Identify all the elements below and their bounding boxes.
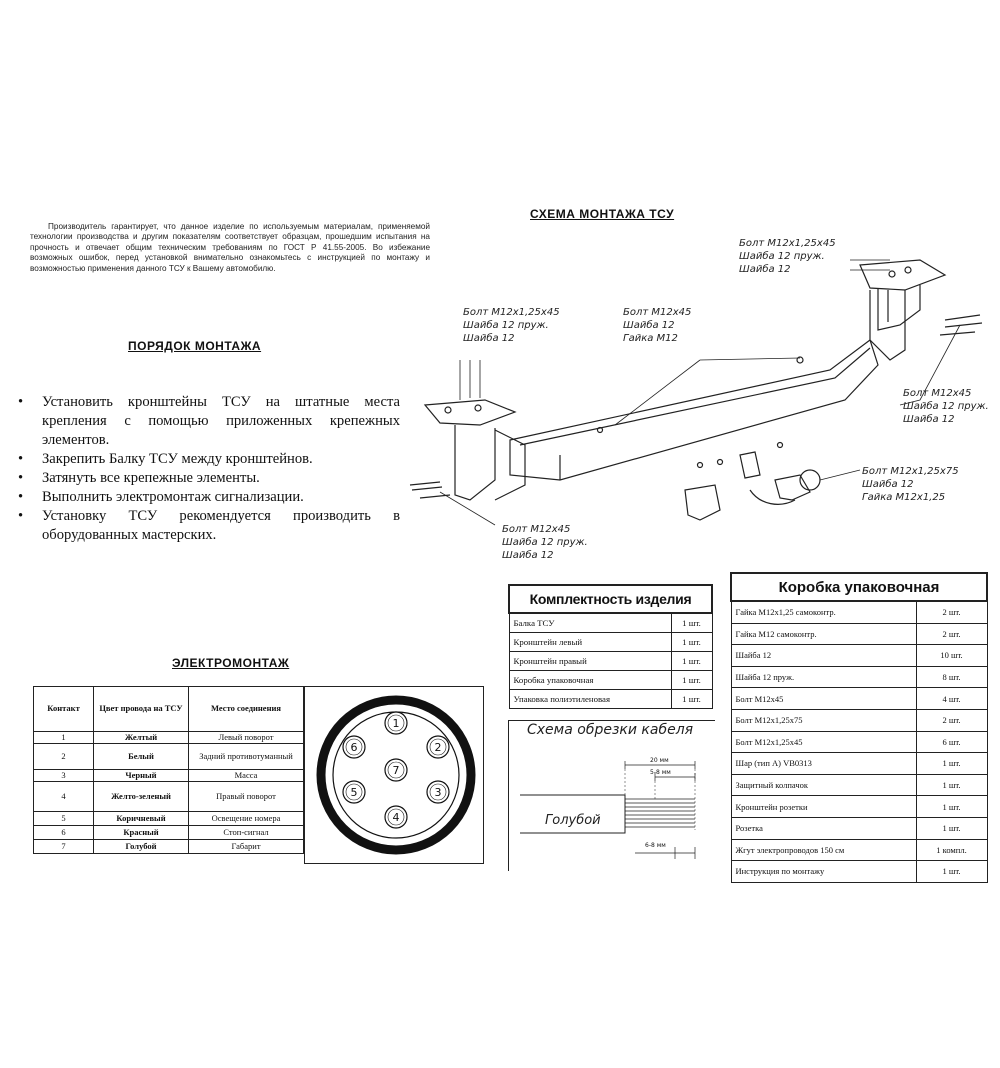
pin-6	[343, 736, 365, 758]
kit-title: Комплектность изделия	[509, 585, 712, 613]
pin-7	[385, 759, 407, 781]
warranty-text	[30, 222, 430, 274]
cell-contact: 6	[34, 826, 94, 840]
cable-drawing	[515, 755, 710, 865]
cell-color: Красный	[94, 826, 189, 840]
callout-line: Болт М12х45	[623, 307, 692, 318]
pin-2	[427, 736, 449, 758]
callout-right-mid	[903, 387, 989, 426]
cell-color: Голубой	[94, 840, 189, 854]
cell-color: Желто-зеленый	[94, 782, 189, 812]
callout-line: Шайба 12 пруж.	[463, 320, 549, 331]
cell-qty: 1 шт.	[916, 753, 987, 775]
diagram-title: СХЕМА МОНТАЖА ТСУ	[530, 207, 675, 221]
cell-place: Освещение номера	[189, 812, 304, 826]
table-row	[34, 840, 304, 854]
callout-center-upper	[623, 306, 691, 345]
cell-name: Болт М12х45	[731, 688, 916, 710]
callout-line: Шайба 12	[502, 550, 554, 561]
table-row	[509, 690, 712, 709]
table-row	[509, 652, 712, 671]
cell-contact: 4	[34, 782, 94, 812]
callout-line: Шайба 12 пруж.	[903, 401, 989, 412]
table-row	[34, 770, 304, 782]
cell-qty: 2 шт.	[916, 709, 987, 731]
cell-name: Жгут электропроводов 150 см	[731, 839, 916, 861]
pin-label: 3	[434, 786, 442, 799]
table-row	[731, 645, 987, 667]
table-row	[731, 861, 987, 883]
cell-name: Гайка М12х1,25 самоконтр.	[731, 601, 916, 623]
pin-label: 1	[392, 717, 400, 730]
kit-table	[508, 584, 713, 709]
table-row	[34, 732, 304, 744]
table-row	[731, 774, 987, 796]
table-row	[731, 796, 987, 818]
cell-qty: 1 компл.	[916, 839, 987, 861]
column-header: Контакт	[34, 687, 94, 732]
cell-contact: 5	[34, 812, 94, 826]
pin-1	[385, 712, 407, 734]
pin-label: 4	[392, 811, 400, 824]
table-row	[731, 817, 987, 839]
cell-name: Шайба 12 пруж.	[731, 666, 916, 688]
cell-name: Кронштейн правый	[509, 652, 671, 671]
assembly-title: ПОРЯДОК МОНТАЖА	[128, 339, 262, 353]
cell-place: Левый поворот	[189, 732, 304, 744]
electro-title: ЭЛЕКТРОМОНТАЖ	[172, 656, 290, 670]
cell-place: Габарит	[189, 840, 304, 854]
pin-3	[427, 781, 449, 803]
cell-qty: 1 шт.	[671, 633, 712, 652]
dim-top-label: 20 мм	[650, 757, 669, 764]
cell-name: Инструкция по монтажу	[731, 861, 916, 883]
cell-place: Масса	[189, 770, 304, 782]
table-row	[34, 826, 304, 840]
callout-line: Шайба 12	[623, 320, 675, 331]
table-row	[509, 613, 712, 633]
cell-qty: 1 шт.	[916, 774, 987, 796]
cell-contact: 7	[34, 840, 94, 854]
cell-name: Балка ТСУ	[509, 613, 671, 633]
callout-line: Гайка М12	[623, 333, 678, 344]
cell-qty: 6 шт.	[916, 731, 987, 753]
cell-qty: 1 шт.	[671, 690, 712, 709]
callout-right-low	[862, 465, 959, 504]
assembly-step: • Выполнить электромонтаж сигнализации.	[18, 488, 400, 507]
cell-name: Защитный колпачок	[731, 774, 916, 796]
cell-name: Кронштейн левый	[509, 633, 671, 652]
table-row	[731, 753, 987, 775]
table-row	[731, 688, 987, 710]
table-row	[34, 812, 304, 826]
cell-color: Коричневый	[94, 812, 189, 826]
column-header: Цвет провода на ТСУ	[94, 687, 189, 732]
callout-line: Шайба 12	[862, 479, 914, 490]
cable-scheme-title: Схема обрезки кабеля	[527, 722, 694, 738]
cell-qty: 1 шт.	[916, 817, 987, 839]
cell-name: Шар (тип А) VB0313	[731, 753, 916, 775]
assembly-step: • Закрепить Балку ТСУ между кронштейнов.	[18, 450, 400, 469]
pin-label: 5	[350, 786, 358, 799]
cell-name: Болт М12х1,25х45	[731, 731, 916, 753]
table-caption-row	[731, 573, 987, 601]
cell-qty: 1 шт.	[916, 796, 987, 818]
table-row	[34, 744, 304, 770]
cell-qty: 1 шт.	[671, 671, 712, 690]
assembly-step: • Установку ТСУ рекомендуется производить в оборудованных мастерских.	[18, 507, 400, 545]
column-header: Место соединения	[189, 687, 304, 732]
cell-name: Гайка М12 самоконтр.	[731, 623, 916, 645]
connector-panel	[304, 686, 484, 864]
cell-color: Белый	[94, 744, 189, 770]
pin-label: 7	[392, 764, 400, 777]
cable-wires	[625, 799, 695, 827]
cell-qty: 8 шт.	[916, 666, 987, 688]
callout-line: Болт М12х1,25х45	[463, 307, 560, 318]
cell-name: Розетка	[731, 817, 916, 839]
table-row	[731, 666, 987, 688]
cell-name: Шайба 12	[731, 645, 916, 667]
table-row	[731, 839, 987, 861]
assembly-step: • Установить кронштейны ТСУ на штатные места крепления с помощью приложенных крепежных элементов.	[18, 393, 400, 450]
cell-place: Задний противотуманный	[189, 744, 304, 770]
table-row	[731, 709, 987, 731]
callout-line: Шайба 12	[903, 414, 955, 425]
dim-mid-label: 5-8 мм	[650, 769, 671, 776]
cable-wire-label: Голубой	[545, 813, 601, 828]
callout-left-upper	[463, 306, 560, 345]
cell-name: Болт М12х1,25х75	[731, 709, 916, 731]
callout-line: Шайба 12	[463, 333, 515, 344]
callout-line: Шайба 12	[739, 264, 791, 275]
cell-place: Правый поворот	[189, 782, 304, 812]
electro-table	[33, 686, 304, 854]
connector-pinout	[305, 687, 483, 863]
callout-line: Болт М12х45	[502, 524, 571, 535]
callout-line: Болт М12х1,25х45	[739, 238, 836, 249]
callout-line: Шайба 12 пруж.	[739, 251, 825, 262]
pin-4	[385, 806, 407, 828]
box-title: Коробка упаковочная	[731, 573, 987, 601]
callout-left-lower	[502, 523, 588, 562]
assembly-step: • Затянуть все крепежные элементы.	[18, 469, 400, 488]
cell-qty: 2 шт.	[916, 601, 987, 623]
callout-top-right	[739, 237, 836, 276]
cell-contact: 3	[34, 770, 94, 782]
cell-place: Стоп-сигнал	[189, 826, 304, 840]
pin-label: 6	[350, 741, 358, 754]
warranty-paragraph: Производитель гарантирует, что данное изделие по используемым материалам, применяемой технологии производства и другим показателям соответствует образцам, прошедшим испытания на прочность и отвечает общим техническим требованиям по ГОСТ Р 41.55-2005. Во избежание возможных ошибок, перед установкой внимательно ознакомьтесь с инструкцией по монтажу и возможностью применения данного ТСУ к Вашему автомобилю.	[30, 222, 430, 273]
callout-line: Болт М12х1,25х75	[862, 466, 959, 477]
callout-line: Шайба 12 пруж.	[502, 537, 588, 548]
cell-qty: 4 шт.	[916, 688, 987, 710]
box-table	[730, 572, 988, 883]
cell-name: Коробка упаковочная	[509, 671, 671, 690]
cell-color: Черный	[94, 770, 189, 782]
cell-color: Желтый	[94, 732, 189, 744]
callout-line: Гайка М12х1,25	[862, 492, 946, 503]
cell-qty: 1 шт.	[671, 613, 712, 633]
dim-bottom-label: 6-8 мм	[645, 842, 666, 849]
cell-name: Кронштейн розетки	[731, 796, 916, 818]
table-row	[509, 633, 712, 652]
table-row	[731, 601, 987, 623]
table-row	[34, 782, 304, 812]
cell-contact: 1	[34, 732, 94, 744]
pin-label: 2	[434, 741, 442, 754]
cell-qty: 1 шт.	[916, 861, 987, 883]
table-row	[509, 671, 712, 690]
table-row	[731, 731, 987, 753]
cell-qty: 1 шт.	[671, 652, 712, 671]
assembly-steps	[18, 393, 400, 545]
cell-name: Упаковка полиэтиленовая	[509, 690, 671, 709]
pin-5	[343, 781, 365, 803]
cell-qty: 2 шт.	[916, 623, 987, 645]
cell-qty: 10 шт.	[916, 645, 987, 667]
cell-contact: 2	[34, 744, 94, 770]
table-caption-row	[509, 585, 712, 613]
callout-line: Болт М12х45	[903, 388, 972, 399]
table-row	[731, 623, 987, 645]
table-header-row	[34, 687, 304, 732]
